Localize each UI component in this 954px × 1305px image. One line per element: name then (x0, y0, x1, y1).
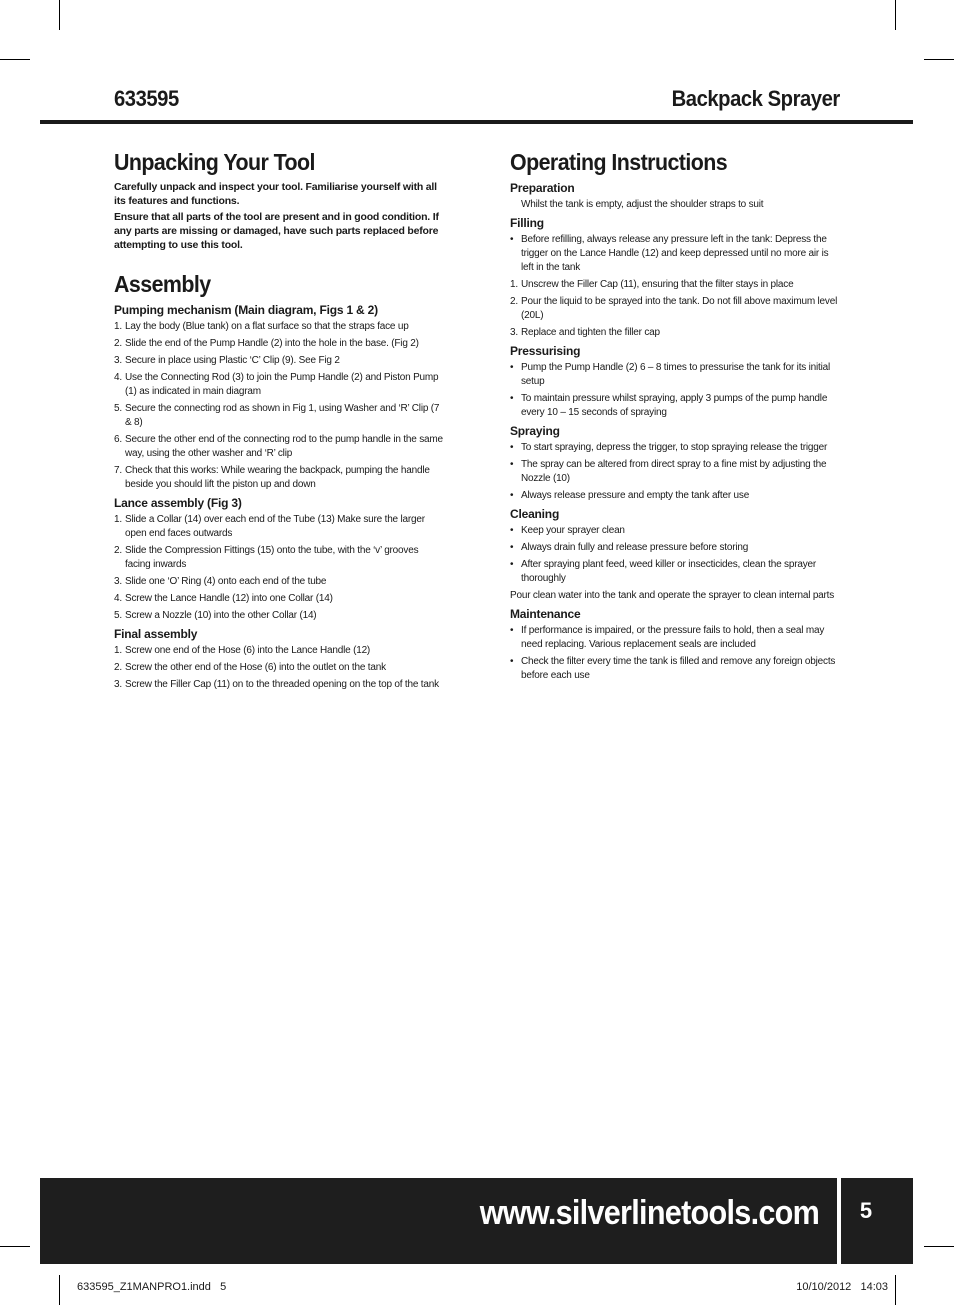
crop-mark (924, 1246, 954, 1247)
maintenance-heading: Maintenance (510, 607, 581, 621)
list-item: • The spray can be altered from direct spray to a fine mist by adjusting the Nozzle (10) (510, 459, 827, 484)
footer-banner (40, 1178, 837, 1264)
crop-mark (924, 59, 954, 60)
list-item: 3. Secure in place using Plastic ‘C’ Clip (9). See Fig 2 (114, 355, 340, 366)
pressurising-bullets (510, 361, 840, 420)
list-item: 1. Slide a Collar (14) over each end of the Tube (13) Make sure the larger open end faces outwards (114, 514, 425, 539)
list-item: 1. Unscrew the Filler Cap (11), ensuring that the filter stays in place (510, 279, 794, 290)
list-item: 5. Secure the connecting rod as shown in Fig 1, using Washer and ‘R’ Clip (7 & 8) (114, 403, 440, 428)
lance-steps (114, 513, 444, 623)
list-item: 4. Use the Connecting Rod (3) to join the Pump Handle (2) and Piston Pump (1) as indicated in main diagram (114, 372, 439, 397)
pressurising-heading: Pressurising (510, 344, 581, 358)
header-divider (40, 120, 913, 124)
list-item: 6. Secure the other end of the connecting rod to the pump handle in the same way, using the other washer and ‘R’ clip (114, 434, 443, 459)
list-item: • Before refilling, always release any pressure left in the tank: Depress the trigger on the Lance Handle (12) and keep depressed until no more air is left in the tank (510, 234, 829, 273)
cleaning-bullets (510, 524, 840, 586)
cleaning-text: Pour clean water into the tank and operate the sprayer to clean internal parts (510, 590, 835, 601)
list-item: • After spraying plant feed, weed killer or insecticides, clean the sprayer thoroughly (510, 559, 816, 584)
list-item: 2. Screw the other end of the Hose (6) into the outlet on the tank (114, 662, 386, 673)
filling-bullets (510, 233, 840, 275)
unpacking-paragraph: Ensure that all parts of the tool are present and in good condition. If any parts are missing or damaged, have such parts replaced before attempting to use this tool. (114, 211, 439, 251)
product-name: Backpack Sprayer (671, 86, 840, 111)
lance-heading: Lance assembly (Fig 3) (114, 496, 242, 510)
list-item: • To maintain pressure whilst spraying, apply 3 pumps of the pump handle every 10 – 15 seconds of spraying (510, 393, 828, 418)
file-slug: 633595_Z1MANPRO1.indd 5 (77, 1281, 227, 1293)
date-slug: 10/10/2012 14:03 (796, 1281, 888, 1293)
list-item: • Always release pressure and empty the tank after use (510, 490, 750, 501)
spraying-heading: Spraying (510, 424, 560, 438)
pumping-steps (114, 320, 444, 492)
crop-mark (59, 0, 60, 30)
maintenance-bullets (510, 624, 840, 683)
crop-mark (0, 1246, 30, 1247)
list-item: 2. Pour the liquid to be sprayed into the tank. Do not fill above maximum level (20L) (510, 296, 838, 321)
list-item: 3. Replace and tighten the filler cap (510, 327, 660, 338)
preparation-heading: Preparation (510, 181, 575, 195)
model-number: 633595 (114, 86, 179, 111)
page-number-box (841, 1178, 913, 1264)
preparation-text: Whilst the tank is empty, adjust the shoulder straps to suit (521, 199, 764, 210)
list-item: • Keep your sprayer clean (510, 525, 625, 536)
list-item: 1. Lay the body (Blue tank) on a flat surface so that the straps face up (114, 321, 409, 332)
left-column (114, 148, 444, 695)
list-item: • Pump the Pump Handle (2) 6 – 8 times to pressurise the tank for its initial setup (510, 362, 831, 387)
filling-steps (510, 278, 840, 340)
list-item: • Always drain fully and release pressure before storing (510, 542, 749, 553)
cleaning-heading: Cleaning (510, 507, 560, 521)
spraying-bullets (510, 441, 840, 503)
list-item: 1. Screw one end of the Hose (6) into the Lance Handle (12) (114, 645, 371, 656)
page-header (114, 86, 840, 116)
pumping-heading: Pumping mechanism (Main diagram, Figs 1 & 2) (114, 303, 378, 317)
operating-title: Operating Instructions (510, 149, 728, 175)
final-steps (114, 644, 444, 692)
list-item: • If performance is impaired, or the pressure fails to hold, then a seal may need replacing. Various replacement seals are included (510, 625, 825, 650)
assembly-title: Assembly (114, 271, 211, 297)
unpacking-title: Unpacking Your Tool (114, 149, 315, 175)
right-column (510, 148, 840, 686)
crop-mark (59, 1275, 60, 1305)
final-heading: Final assembly (114, 627, 198, 641)
list-item: 3. Slide one ‘O’ Ring (4) onto each end of the tube (114, 576, 327, 587)
list-item: 7. Check that this works: While wearing the backpack, pumping the handle beside you should lift the piston up and down (114, 465, 430, 490)
crop-mark (895, 0, 896, 30)
website-link[interactable]: www.silverlinetools.com (479, 1194, 819, 1232)
list-item: 4. Screw the Lance Handle (12) into one Collar (14) (114, 593, 333, 604)
list-item: 5. Screw a Nozzle (10) into the other Collar (14) (114, 610, 317, 621)
list-item: 2. Slide the Compression Fittings (15) onto the tube, with the ‘v’ grooves facing inwards (114, 545, 419, 570)
unpacking-paragraph: Carefully unpack and inspect your tool. Familiarise yourself with all its features and functions. (114, 181, 437, 207)
filling-heading: Filling (510, 216, 544, 230)
list-item: 2. Slide the end of the Pump Handle (2) into the hole in the base. (Fig 2) (114, 338, 419, 349)
crop-mark (895, 1275, 896, 1305)
list-item: • Check the filter every time the tank is filled and remove any foreign objects before each use (510, 656, 836, 681)
crop-mark (0, 59, 30, 60)
page-number: 5 (859, 1198, 873, 1223)
list-item: 3. Screw the Filler Cap (11) on to the threaded opening on the top of the tank (114, 679, 439, 690)
list-item: • To start spraying, depress the trigger, to stop spraying release the trigger (510, 442, 828, 453)
